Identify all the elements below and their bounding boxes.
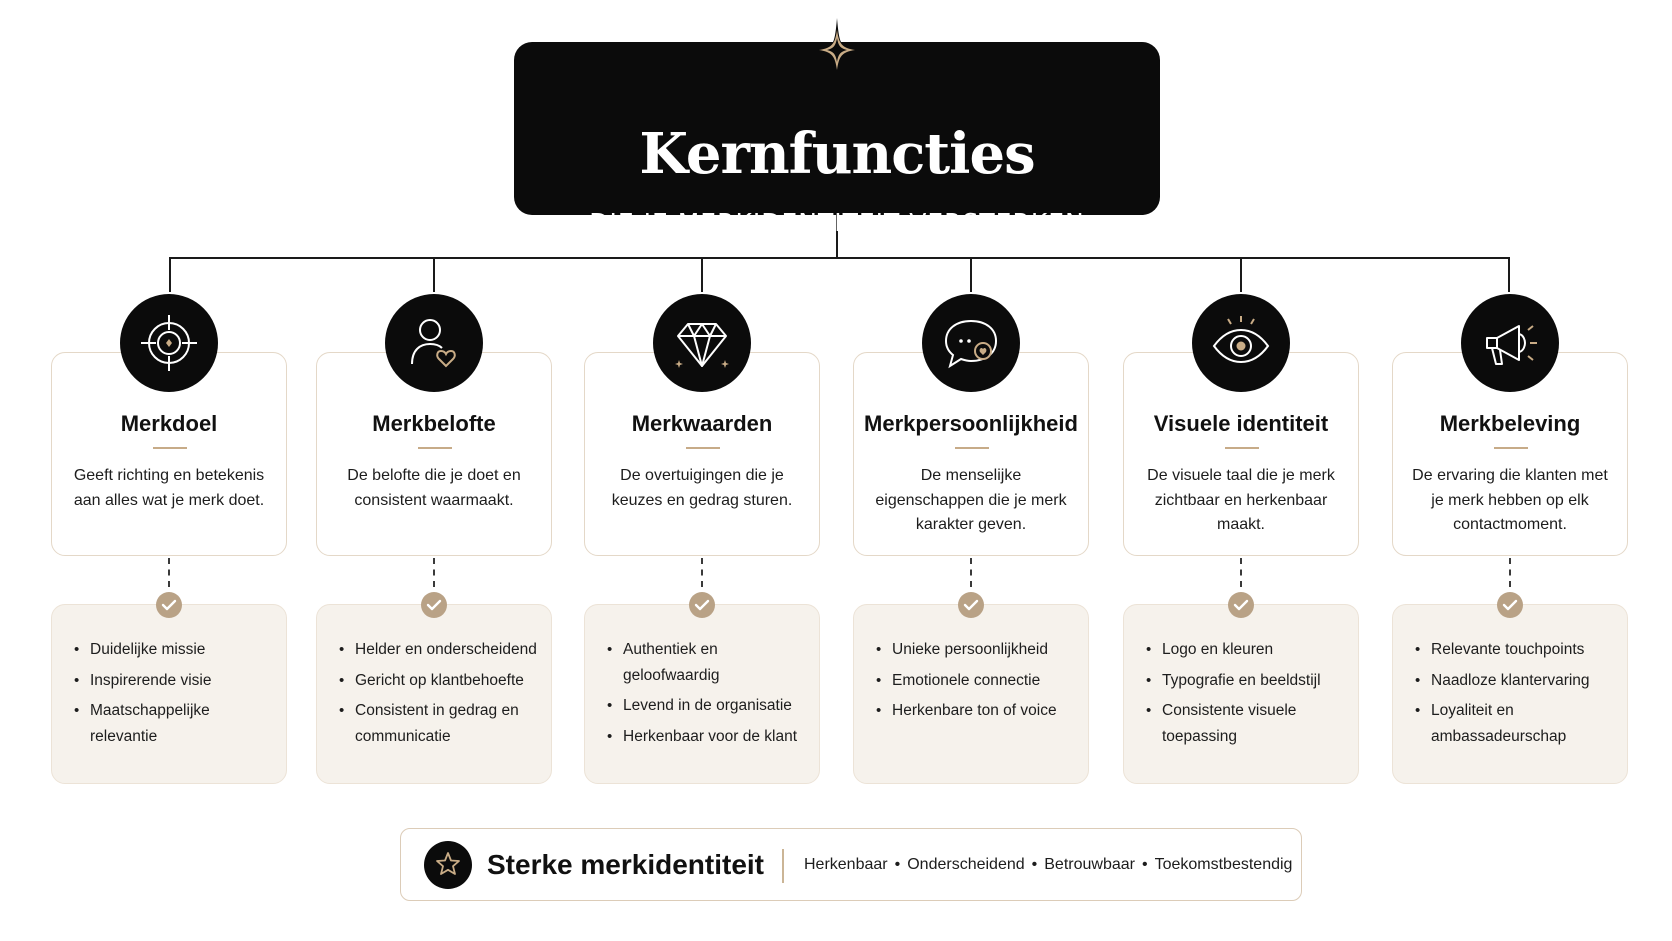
speech-bubble-icon (936, 308, 1006, 378)
summary-title: Sterke merkidentiteit (487, 849, 764, 880)
title-underline (418, 447, 452, 449)
list-item: • Helder en onderscheidend (339, 637, 543, 663)
column-merkwaarden (584, 292, 820, 784)
card-description: De menselijke eigenschappen die je merk karakter geven. (875, 467, 1067, 533)
list-item: • Herkenbaar voor de klant (607, 724, 811, 750)
title-underline (153, 447, 187, 449)
list-item: • Naadloze klantervaring (1415, 668, 1619, 694)
diamond-icon (667, 308, 737, 378)
diamond-icon-badge (653, 294, 751, 392)
column-visuele-identiteit (1123, 292, 1359, 784)
check-icon (689, 592, 715, 618)
page-subtitle: DIE JE MERKIDENTITEIT VERSTERKEN (589, 208, 1085, 237)
benefit-list (1123, 604, 1359, 784)
megaphone-icon-badge (1461, 294, 1559, 392)
benefit-list (51, 604, 287, 784)
star-icon-badge (424, 841, 472, 889)
trait-label: Betrouwbaar (1044, 856, 1135, 873)
title-underline (955, 447, 989, 449)
card-description: De ervaring die klanten met je merk hebben op elk contactmoment. (1412, 467, 1608, 533)
card-description: De belofte die je doet en consistent waarmaakt. (347, 467, 521, 509)
card-title: Merkbelofte (372, 411, 496, 436)
list-item: • Levend in de organisatie (607, 693, 811, 719)
header-box (514, 42, 1160, 237)
benefit-list (853, 604, 1089, 784)
column-merkdoel (51, 292, 287, 784)
column-merkbelofte (316, 292, 552, 784)
page-title: Kernfuncties (639, 121, 1035, 187)
trait-label: Toekomstbestendig (1154, 856, 1293, 873)
dashed-connector (433, 558, 435, 587)
card-title: Merkbeleving (1439, 411, 1581, 436)
list-item: • Maatschappelijke relevantie (74, 698, 278, 749)
benefit-list (1392, 604, 1628, 784)
title-underline (1494, 447, 1528, 449)
target-icon-badge (120, 294, 218, 392)
eye-icon-badge (1192, 294, 1290, 392)
trait-label: Onderscheidend (907, 856, 1025, 873)
card-description: De overtuigingen die je keuzes en gedrag sturen. (611, 467, 793, 509)
list-item: • Duidelijke missie (74, 637, 278, 663)
card-title: Merkwaarden (631, 411, 773, 436)
star-icon (435, 851, 461, 877)
card-title: Visuele identiteit (1153, 411, 1329, 436)
title-underline (1225, 447, 1259, 449)
title-underline (686, 447, 720, 449)
list-item: • Unieke persoonlijkheid (876, 637, 1080, 663)
card-title: Merkpersoonlijkheid (864, 411, 1078, 436)
benefit-list (584, 604, 820, 784)
trait-separator: • (894, 856, 901, 873)
list-item: • Consistent in gedrag en communicatie (339, 698, 543, 749)
list-item: • Typografie en beeldstijl (1146, 668, 1350, 694)
target-icon (134, 308, 204, 378)
speech-bubble-icon-badge (922, 294, 1020, 392)
trait-list (804, 857, 1292, 873)
check-icon (1497, 592, 1523, 618)
card-description: De visuele taal die je merk zichtbaar en herkenbaar maakt. (1147, 467, 1335, 533)
check-icon (421, 592, 447, 618)
eye-icon (1206, 308, 1276, 378)
list-item: • Logo en kleuren (1146, 637, 1350, 663)
card-description: Geeft richting en betekenis aan alles wat je merk doet. (73, 467, 265, 509)
check-icon (1228, 592, 1254, 618)
trait-label: Herkenbaar (804, 856, 888, 873)
four-point-star-icon (811, 18, 863, 104)
dashed-connector (970, 558, 972, 587)
person-heart-icon-badge (385, 294, 483, 392)
list-item: • Inspirerende visie (74, 668, 278, 694)
dashed-connector (1509, 558, 1511, 587)
dashed-connector (1240, 558, 1242, 587)
list-item: • Gericht op klantbehoefte (339, 668, 543, 694)
person-heart-icon (399, 308, 469, 378)
benefit-list (316, 604, 552, 784)
check-icon (958, 592, 984, 618)
card-title: Merkdoel (120, 411, 218, 436)
list-item: • Consistente visuele toepassing (1146, 698, 1350, 749)
trait-separator: • (1031, 856, 1038, 873)
list-item: • Emotionele connectie (876, 668, 1080, 694)
summary-banner (400, 828, 1302, 901)
list-item: • Relevante touchpoints (1415, 637, 1619, 663)
megaphone-icon (1475, 308, 1545, 378)
trait-separator: • (1141, 856, 1148, 873)
check-icon (156, 592, 182, 618)
list-item: • Loyaliteit en ambassadeurschap (1415, 698, 1619, 749)
list-item: • Herkenbare ton of voice (876, 698, 1080, 724)
dashed-connector (168, 558, 170, 587)
dashed-connector (701, 558, 703, 587)
list-item: • Authentiek en geloofwaardig (607, 637, 811, 688)
column-merkpersoonlijkheid (853, 292, 1089, 784)
divider (782, 849, 784, 883)
column-merkbeleving (1392, 292, 1628, 784)
